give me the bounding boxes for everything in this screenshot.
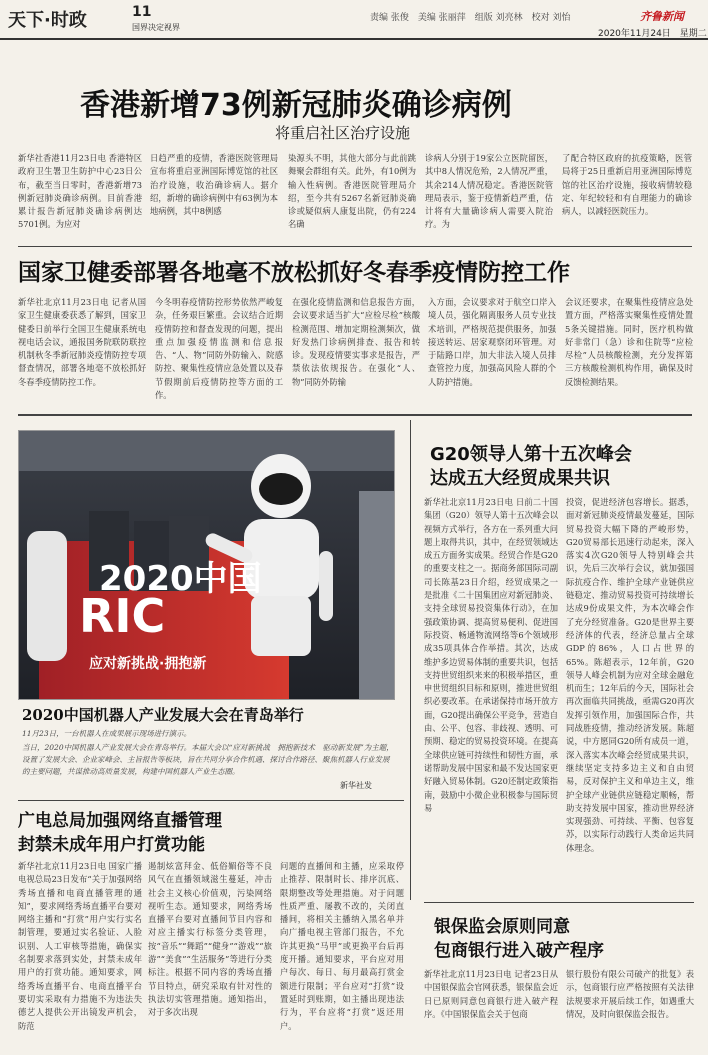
page-slogan: 国界决定视界 xyxy=(132,23,180,32)
headline-hk-covid: 香港新增73例新冠肺炎确诊病例 xyxy=(80,88,512,123)
divider xyxy=(424,902,694,903)
staff-credits: 责编 张俊 美编 张丽萍 组版 刘亮林 校对 刘怡 xyxy=(370,13,571,23)
divider xyxy=(18,800,404,801)
robot-photo xyxy=(18,430,395,700)
article-column: 新华社北京11月23日电 记者23日从中国银保监会官网获悉，银保监会近日已原则同意包商银行进入破产程序。《中国银保监会关于包商 xyxy=(424,969,558,1019)
article-column: 入方面，会议要求对于航空口岸入境人员，强化隔离服务人员专业技术培训，严格规范提供服务，加强接送转运、居家观察闭环管理。对于陆路口岸，加大非法入境人员排查管控力度，加强高风险人群的个人防护措施。 xyxy=(428,297,556,387)
divider xyxy=(18,414,692,416)
headline-g20-l1: G20领导人第十五次峰会 xyxy=(430,444,632,465)
subhead-hk-covid: 将重启社区治疗设施 xyxy=(275,124,411,142)
page-header xyxy=(0,0,708,40)
headline-cbirc-l2: 包商银行进入破产程序 xyxy=(434,941,604,961)
article-column: 今冬明春疫情防控形势依然严峻复杂，任务艰巨繁重。会议结合近期疫情防控和督查发现的问题，提出重点加强疫情监测和信息报告、“人、物”同防外防输入、院感防控、聚集性疫情应急处置以及春节假期前后疫情防控等方面的工作。 xyxy=(155,297,283,401)
section-title: 天下·时政 xyxy=(8,10,87,31)
headline-g20-l2: 达成五大经贸成果共识 xyxy=(430,468,610,489)
photo-credit: 新华社发 xyxy=(340,781,372,790)
article-column: 问题的直播间和主播，应采取停止推荐、限制时长、排序沉底、限期整改等处理措施。对于问题性质严重、屡教不改的，关闭直播间，将相关主播纳入黑名单并向广播电视主管部门报告，不允许其更换“马甲”或更换平台后再度开播。通知要求，平台应对用户每次、每日、每月最高打赏金额进行限制；平台应对“打赏”设置延时到账期，如主播出现违法行为，平台应将“打赏”返还用户。 xyxy=(280,861,404,1031)
article-column: 新华社北京11月23日电 日前二十国集团（G20）领导人第十五次峰会以视频方式举行，各方在一系列重大问题上取得共识，其中，在经贸领域达成五方面务实成果。经贸合作是G20的重要支柱之一。据商务部国际司副司长陈基23日介绍，经贸成果之一是批准《二十国集团应对新冠肺炎、支持全球贸易投资集体行动》，在加强政策协调、提高贸易便利、促进国际投资、畅通物流网络等6个领域形成35项具体合作举措。其次，达成维护多边贸易体制的重要共识，包括支持世贸组织来来的积极举措区，重申世贸组织目标和原则，推进世贸组织必要改革。在承诺保持市场开放方面，G20提出确保公平竞争，营造自由、公平、包容、非歧视、透明、可预期、稳定的贸易投资环境。在提高全球供应链可持续性和韧性方面，承诺帮助发展中国家和最不发达国家更好融入贸易体制。G20还制定政策指南，鼓励中小微企业积极参与国际贸易 xyxy=(424,497,558,813)
article-column: 新华社香港11月23日电 香港特区政府卫生署卫生防护中心23日公布，截至当日零时，香港新增73例新冠肺炎确诊病例。目前香港累计报告新冠肺炎确诊病例达5701例。为应对 xyxy=(18,153,142,230)
headline-nrta-l1: 广电总局加强网络直播管理 xyxy=(18,811,222,831)
issue-date: 2020年11月24日 星期二 xyxy=(598,29,707,39)
article-column: 会议还要求，在聚集性疫情应急处置方面，严格落实聚集性疫情处置5条关键措施。同时，医疗机构做好非常门（急）诊和住院等“应检尽检”人员核酸检测，充分发挥第三方核酸检测机构作用，确保及时反馈检测结果。 xyxy=(565,297,693,387)
page-number: 11 xyxy=(132,4,152,20)
photo-caption-title: 2020中国机器人产业发展大会在青岛举行 xyxy=(22,706,304,724)
article-column: 诊病人分别于19家公立医院留医，其中8人情况危殆，2人情况严重，其余214人情况稳定。香港医院管理局表示，鉴于疫情新趋严重，估计将有大量确诊病人需要入院治疗。为 xyxy=(425,153,553,230)
photo-caption-body: 当日，2020中国机器人产业发展大会在青岛举行。本届大会以“应对新挑战 拥抱新技术 驱动新发展”为主题，设置了发展大会、企业家峰会、主旨报告等板块，旨在共同分享合作机遇、探讨合作路径、聚焦机器人行业发展的主要问题，共谋推动高质量发展，构建中国机器人产业生态圈。 xyxy=(22,743,394,776)
article-column: 在强化疫情监测和信息报告方面，会议要求适当扩大“应检尽检”核酸检测范围、增加定期检测频次，做好发热门诊病例排查、报告和转诊。发现疫情要实事求是报告，严禁依法依规报告。在强化“人、物”同防外防输 xyxy=(292,297,420,387)
headline-nrta-l2: 封禁未成年用户打赏功能 xyxy=(18,835,205,855)
headline-cbirc-l1: 银保监会原则同意 xyxy=(434,917,570,937)
banner-slogan: 应对新挑战·拥抱新 xyxy=(89,656,207,672)
newspaper-brand: 齐鲁新闻 xyxy=(640,10,684,23)
divider xyxy=(410,420,411,900)
banner-text-top: 2020中国 xyxy=(99,559,262,599)
article-column: 染源头不明，其他大部分与此前跳舞聚会群组有关。此外，有10例为输入性病例。香港医院管理局介绍，至今共有5267名新冠肺炎确诊或疑似病人康复出院，仍有224名确 xyxy=(288,153,416,230)
photo-caption-date: 11月23日，一台机器人在成果展示现场进行演示。 xyxy=(22,729,192,738)
article-column: 新华社北京11月23日电 国家广播电视总局23日发布“关于加强网络秀场直播和电商直播管理的通知”，要求网络秀场直播平台要对网络主播和“打赏”用户实行实名制管理，要通过实名验证、人脸识别、人工审核等措施，确保实名制要求落到实处，封禁未成年用户的打赏功能。通知要求，网络秀场直播平台、电商直播平台要切实采取有力措施不为违法失德艺人提供公开出镜发声机会，防范 xyxy=(18,861,142,1031)
article-column: 了配合特区政府的抗疫策略，医管局将于25日重新启用亚洲国际博览馆的社区治疗设施，接收病情较稳定、年纪较轻和有自理能力的确诊病人，以减轻医院压力。 xyxy=(562,153,692,217)
article-column: 银行股份有限公司破产的批复》表示，包商银行应严格按照有关法律法规要求开展后续工作，如遇重大情况，及时向银保监会报告。 xyxy=(566,969,694,1019)
article-column: 日趋严重的疫情，香港医院管理局宣布将重启亚洲国际博览馆的社区治疗设施，收治确诊病人。据介绍，新增的确诊病例中有63例为本地病例，其中8例感 xyxy=(150,153,278,217)
headline-nhc: 国家卫健委部署各地毫不放松抓好冬春季疫情防控工作 xyxy=(18,260,570,286)
article-column: 遏制炫富拜金、低俗媚俗等不良风气在直播领域滋生蔓延，冲击社会主义核心价值观，污染网络视听生态。通知要求，网络秀场直播平台要对直播间节目内容和对应主播实行标签分类管理，按“音乐”“舞蹈”“健身”“游戏”“旅游”“美食”“生活服务”等进行分类标注。根据不同内容的秀场直播节目特点，研究采取有针对性的执法切实管理措施。通知指出，对于多次出现 xyxy=(148,861,272,1018)
divider xyxy=(18,246,692,247)
article-column: 新华社北京11月23日电 记者从国家卫生健康委获悉了解到，国家卫健委日前举行全国卫生健康系统电视电话会议，通报国务院联防联控机制秋冬季新冠肺炎疫情防控专项督查情况，部署各地毫不放松抓好冬春季疫情防控工作。 xyxy=(18,297,146,387)
banner-text-mid: RIC xyxy=(79,589,166,643)
article-column: 投资，促进经济包容增长。据悉，面对新冠肺炎疫情最发蔓延，国际贸易投资大幅下降的严峻形势，G20贸易部长迅速行动起来，深入落实4次G20领导人特别峰会共识，先后三次举行会议，就加强国际抗疫合作、维护全球产业链供应链稳定、推动贸易投资可持续增长达成9份成果文件，为本次峰会作了充分经贸准备。G20是世界主要经济体的代表，经济总量占全球GDP的86%，人口占世界的65%。陈超表示，12年前，G20领导人峰会机制为应对全球金融危机而生；12年后的今天，国际社会再次面临共同挑战，亟需G20再次发挥引领作用，加强国际合作，共同战胜疫情，推动经济发展。陈超说，中方愿同G20所有成员一道，深入落实本次峰会经贸成果共识，继续坚定支持多边主义和自由贸易，反对保护主义和单边主义，维护全球产业链供应链稳定顺畅，帮助支持发展中国家，推动世界经济实现强劲、可持续、平衡、包容复苏，以实际行动践行人类命运共同体理念。 xyxy=(566,497,694,853)
